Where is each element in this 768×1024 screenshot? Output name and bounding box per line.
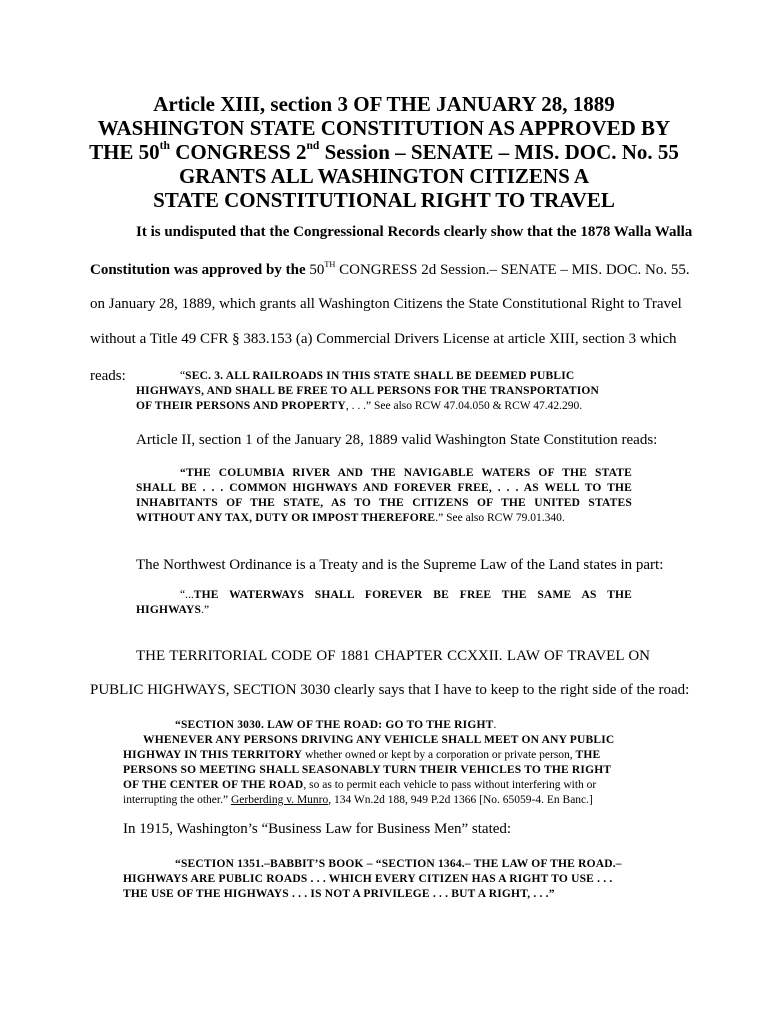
quote-northwest-ordinance: “...THE WATERWAYS SHALL FOREVER BE FREE THE SAME AS THE HIGHWAYS.”: [136, 589, 632, 616]
title-line-4: GRANTS ALL WASHINGTON CITIZENS A: [178, 164, 590, 188]
intro-line-1: It is undisputed that the Congressional Records clearly show that the 1878 Walla Walla: [136, 224, 693, 240]
territorial-line-1: THE TERRITORIAL CODE OF 1881 CHAPTER CCXXII. LAW OF TRAVEL ON: [136, 648, 650, 664]
article-2-intro: Article II, section 1 of the January 28, 1889 valid Washington State Constitution reads:: [136, 432, 658, 448]
document-title: [60, 92, 708, 212]
ordinance-intro: The Northwest Ordinance is a Treaty and is the Supreme Law of the Land states in part:: [136, 557, 664, 573]
title-line-1: Article XIII, section 3 OF THE JANUARY 28, 1889: [153, 92, 615, 116]
case-citation-link: Gerberding v. Munro: [230, 794, 329, 806]
reads-label: reads:: [90, 368, 126, 384]
title-line-5: STATE CONSTITUTIONAL RIGHT TO TRAVEL: [153, 188, 615, 212]
territorial-line-2: PUBLIC HIGHWAYS, SECTION 3030 clearly says that I have to keep to the right side of the road:: [90, 682, 690, 698]
quote-article-13-section-3: “SEC. 3. ALL RAILROADS IN THIS STATE SHALL BE DEEMED PUBLIC HIGHWAYS, AND SHALL BE FREE TO ALL PERSONS FOR THE TRANSPORTATION OF THEIR PERSONS AND PROPERTY, . . .” See also RCW 47.04.050 & RCW 47.42.290.: [136, 370, 600, 412]
title-line-2: WASHINGTON STATE CONSTITUTION AS APPROVED BY: [97, 116, 671, 140]
quote-section-3030: “SECTION 3030. LAW OF THE ROAD: GO TO THE RIGHT. WHENEVER ANY PERSONS DRIVING ANY VEHICLE SHALL MEET ON ANY PUBLIC HIGHWAY IN THIS TERRITORY whether owned or kept by a corporation or private person, THE PERSONS SO MEETING SHALL SEASONABLY TURN THEIR VEHICLES TO THE RIGHT OF THE CENTER OF THE ROAD, so as to permit each vehicle to pass without interfering with or interrupting the other.” Gerberding v. Munro, 134 Wn.2d 188, 949 P.2d 1366 [No. 65059-4. En Banc.]: [123, 719, 615, 806]
intro-line-3: on January 28, 1889, which grants all Washington Citizens the State Constitutional Right to Travel: [90, 296, 682, 312]
intro-line-4: without a Title 49 CFR § 383.153 (a) Commercial Drivers License at article XIII, section 3 which: [90, 331, 677, 347]
title-line-3: THE 50th CONGRESS 2nd Session – SENATE – MIS. DOC. No. 55: [89, 140, 679, 164]
quote-article-2-section-1: “THE COLUMBIA RIVER AND THE NAVIGABLE WATERS OF THE STATE SHALL BE . . . COMMON HIGHWAYS AND FOREVER FREE, . . . AS WELL TO THE INHABITANTS OF THE STATE, AS TO THE CITIZENS OF THE UNITED STATES WITHOUT ANY TAX, DUTY OR IMPOST THEREFORE.” See also RCW 79.01.340.: [136, 467, 632, 524]
quote-babbits-book: “SECTION 1351.–BABBIT’S BOOK – “SECTION 1364.– THE LAW OF THE ROAD.– HIGHWAYS ARE PUBLIC ROADS . . . WHICH EVERY CITIZEN HAS A RIGHT TO USE . . . THE USE OF THE HIGHWAYS . . . IS NOT A PRIVILEGE . . . BUT A RIGHT, . . .”: [123, 858, 622, 900]
intro-line-2: Constitution was approved by the 50TH CONGRESS 2d Session.– SENATE – MIS. DOC. No. 55.: [90, 259, 690, 278]
business-intro: In 1915, Washington’s “Business Law for Business Men” stated:: [123, 821, 512, 837]
